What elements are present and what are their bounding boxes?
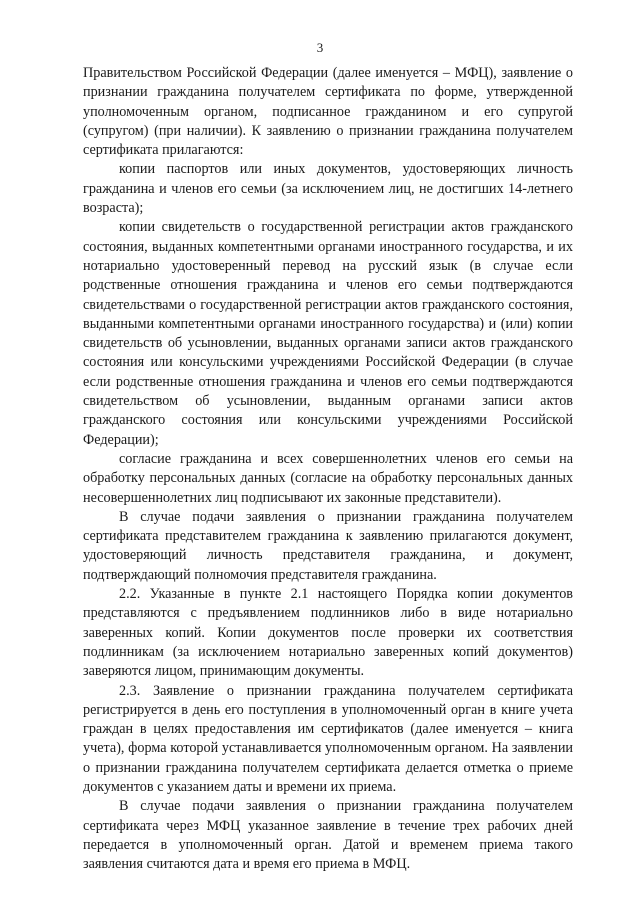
paragraph-mfc-submission: В случае подачи заявления о признании гражданина получателем сертификата через МФЦ указанное заявление в течение трех рабочих дней передается в уполномоченный орган. Датой и временем приема такого заявления считаются дата и время его приема в МФЦ. (83, 798, 573, 873)
page-number: 3 (316, 40, 324, 55)
paragraph-representative: В случае подачи заявления о признании гражданина получателем сертификата представителем гражданина к заявлению прилагаются документ, удостоверяющий личность представителя гражданина, и документ, подтверждающий полномочия представителя гражданина. (83, 508, 573, 583)
paragraph-consent: согласие гражданина и всех совершеннолетних членов его семьи на обработку персональных данных (согласие на обработку персональных данных несовершеннолетних лиц подписывают их законные представители). (83, 450, 573, 506)
paragraph-2-3: 2.3. Заявление о признании гражданина получателем сертификата регистрируется в день его поступления в уполномоченный орган в книге учета граждан в целях предоставления им сертификатов (далее именуется – книга учета), форма которой устанавливается уполномоченным органом. На заявлении о признании гражданина получателем сертификата делается отметка о приеме документов с указанием даты и времени их приема. (83, 682, 573, 795)
document-body (83, 64, 573, 874)
paragraph-passport-copies: копии паспортов или иных документов, удостоверяющих личность гражданина и членов его семьи (за исключением лиц, не достигших 14-летнего возраста); (83, 161, 573, 217)
paragraph-continuation: Правительством Российской Федерации (далее именуется – МФЦ), заявление о признании гражданина получателем сертификата по форме, утвержденной уполномоченным органом, подписанное гражданином и его супругой (супругом) (при наличии). К заявлению о признании гражданина получателем сертификата прилагаются: (83, 65, 573, 159)
paragraph-2-2: 2.2. Указанные в пункте 2.1 настоящего Порядка копии документов представляются с предъявлением подлинников либо в виде нотариально заверенных копий. Копии документов после проверки их соответствия подлинникам (за исключением нотариально заверенных копий документов) заверяются лицом, принимающим документы. (83, 586, 573, 680)
paragraph-certificate-copies: копии свидетельств о государственной регистрации актов гражданского состояния, выданных компетентными органами иностранного государства, и их нотариально удостоверенный перевод на русский язык (в случае если родственные отношения гражданина и членов его семьи подтверждаются свидетельствами о государственной регистрации актов гражданского состояния, выданными компетентными органами иностранного государства) и (или) копии свидетельств об усыновлении, выданных органами записи актов гражданского состояния или консульскими учреждениями Российской Федерации (в случае если родственные отношения гражданина и членов его семьи подтверждаются свидетельством об усыновлении, выданным органами записи актов гражданского состояния или консульскими учреждениями Российской Федерации); (83, 219, 573, 448)
